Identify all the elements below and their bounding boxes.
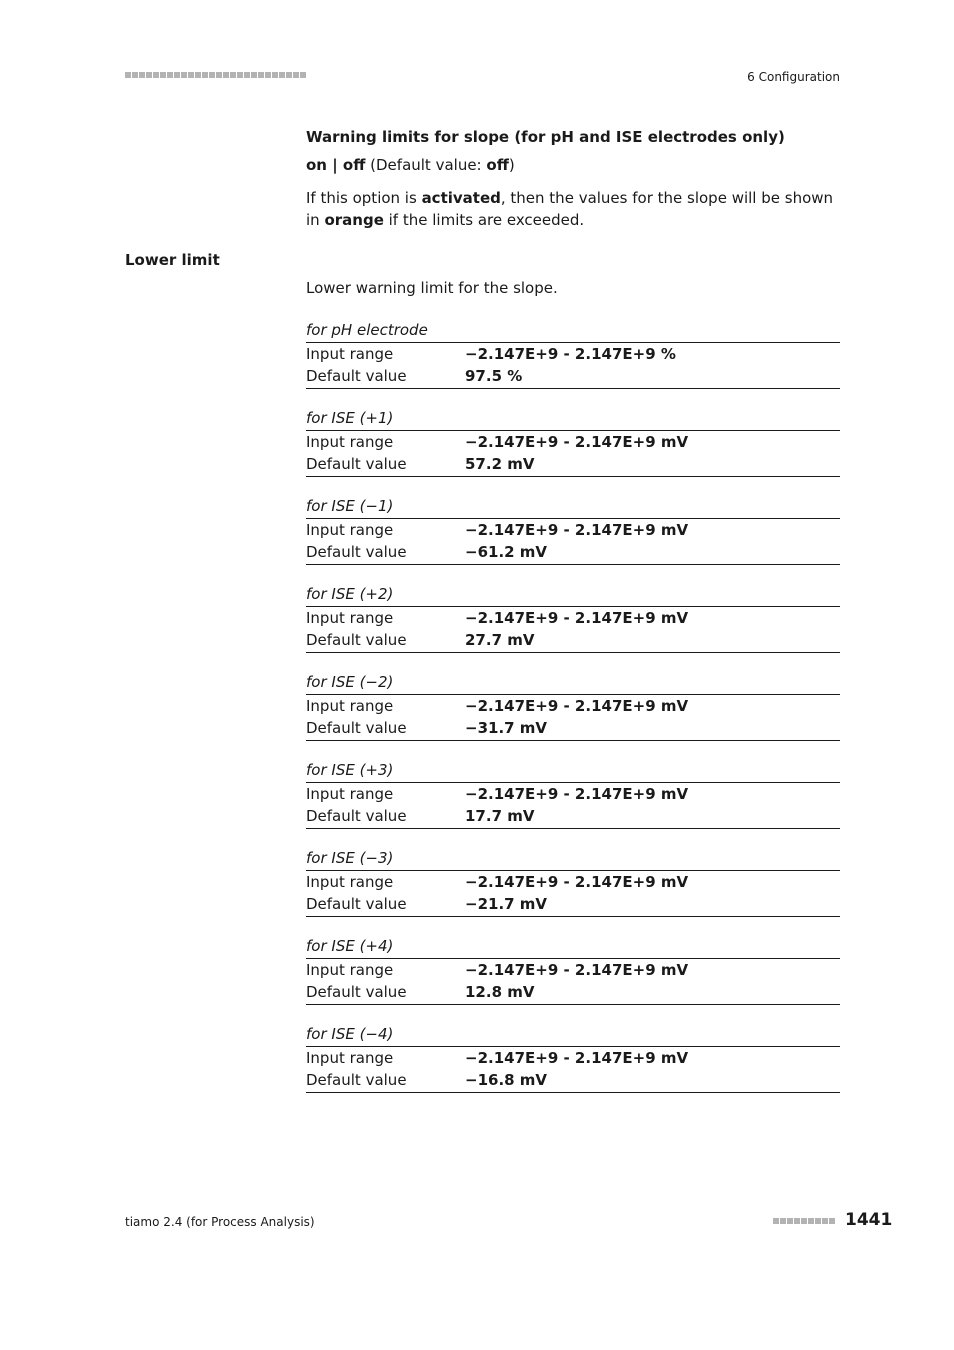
row-value: −2.147E+9 - 2.147E+9 mV: [465, 961, 689, 979]
on-off-separator: |: [326, 156, 343, 174]
row-value: −31.7 mV: [465, 719, 548, 737]
row-label: Default value: [306, 631, 407, 649]
row-value: 27.7 mV: [465, 631, 535, 649]
row-label: Default value: [306, 983, 407, 1001]
input-range-row: [306, 871, 840, 893]
group-ise-plus-2: [306, 583, 840, 671]
row-value: −16.8 mV: [465, 1071, 548, 1089]
row-value: −21.7 mV: [465, 895, 548, 913]
group-title: for ISE (+1): [306, 407, 840, 431]
parameter-name: Lower limit: [125, 251, 220, 269]
row-value: −2.147E+9 - 2.147E+9 %: [465, 345, 676, 363]
row-label: Input range: [306, 697, 394, 715]
desc-text-3: if the limits are exceeded.: [383, 211, 585, 229]
input-range-row: [306, 695, 840, 717]
row-label: Default value: [306, 367, 407, 385]
group-ise-minus-4: [306, 1023, 840, 1111]
default-value: off: [486, 156, 509, 174]
option-values: [306, 156, 515, 174]
footer-squares: [773, 1218, 835, 1224]
group-ise-minus-1: [306, 495, 840, 583]
on-value: on: [306, 156, 327, 174]
row-label: Default value: [306, 807, 407, 825]
desc-text-1: If this option is: [306, 189, 422, 207]
row-label: Input range: [306, 609, 394, 627]
default-value-row: [306, 541, 840, 565]
row-label: Default value: [306, 543, 407, 561]
product-name: tiamo 2.4 (for Process Analysis): [125, 1215, 315, 1229]
page-number: 1441: [845, 1210, 893, 1230]
row-value: −61.2 mV: [465, 543, 548, 561]
off-value: off: [342, 156, 366, 174]
row-label: Default value: [306, 895, 407, 913]
group-ise-plus-4: [306, 935, 840, 1023]
row-label: Input range: [306, 1049, 394, 1067]
row-value: −2.147E+9 - 2.147E+9 mV: [465, 521, 689, 539]
limit-groups: [306, 319, 840, 1111]
desc-activated: activated: [421, 189, 501, 207]
group-title: for ISE (+2): [306, 583, 840, 607]
group-ise-plus-3: [306, 759, 840, 847]
row-value: 97.5 %: [465, 367, 523, 385]
input-range-row: [306, 607, 840, 629]
row-label: Default value: [306, 719, 407, 737]
input-range-row: [306, 431, 840, 453]
group-title: for ISE (−3): [306, 847, 840, 871]
group-title: for ISE (−4): [306, 1023, 840, 1047]
group-title: for ISE (+3): [306, 759, 840, 783]
row-value: −2.147E+9 - 2.147E+9 mV: [465, 697, 689, 715]
chapter-heading: 6 Configuration: [747, 70, 840, 84]
row-label: Input range: [306, 961, 394, 979]
row-label: Default value: [306, 455, 407, 473]
input-range-row: [306, 519, 840, 541]
row-value: −2.147E+9 - 2.147E+9 mV: [465, 873, 689, 891]
row-value: −2.147E+9 - 2.147E+9 mV: [465, 785, 689, 803]
row-label: Default value: [306, 1071, 407, 1089]
parameter-description: Lower warning limit for the slope.: [306, 279, 558, 297]
option-title: Warning limits for slope (for pH and ISE electrodes only): [306, 128, 785, 146]
default-value-row: [306, 893, 840, 917]
row-label: Input range: [306, 345, 394, 363]
header-squares: [125, 72, 306, 78]
default-value-row: [306, 365, 840, 389]
default-value-row: [306, 1069, 840, 1093]
group-ise-minus-3: [306, 847, 840, 935]
group-ise-plus-1: [306, 407, 840, 495]
row-label: Input range: [306, 873, 394, 891]
input-range-row: [306, 959, 840, 981]
row-value: 17.7 mV: [465, 807, 535, 825]
row-value: −2.147E+9 - 2.147E+9 mV: [465, 433, 689, 451]
row-value: −2.147E+9 - 2.147E+9 mV: [465, 609, 689, 627]
row-value: 12.8 mV: [465, 983, 535, 1001]
default-value-row: [306, 629, 840, 653]
default-value-row: [306, 981, 840, 1005]
row-value: 57.2 mV: [465, 455, 535, 473]
desc-orange: orange: [324, 211, 384, 229]
group-title: for ISE (−2): [306, 671, 840, 695]
default-prefix: (Default value:: [365, 156, 487, 174]
input-range-row: [306, 783, 840, 805]
default-suffix: ): [508, 156, 515, 174]
option-description: [306, 187, 840, 231]
default-value-row: [306, 453, 840, 477]
row-value: −2.147E+9 - 2.147E+9 mV: [465, 1049, 689, 1067]
input-range-row: [306, 343, 840, 365]
default-value-row: [306, 717, 840, 741]
row-label: Input range: [306, 785, 394, 803]
row-label: Input range: [306, 433, 394, 451]
row-label: Input range: [306, 521, 394, 539]
desc-text-2: , then the values for the slope will be shown in: [306, 189, 834, 229]
group-title: for ISE (+4): [306, 935, 840, 959]
group-title: for ISE (−1): [306, 495, 840, 519]
default-value-row: [306, 805, 840, 829]
group-title: for pH electrode: [306, 319, 840, 343]
group-ph: [306, 319, 840, 407]
input-range-row: [306, 1047, 840, 1069]
group-ise-minus-2: [306, 671, 840, 759]
